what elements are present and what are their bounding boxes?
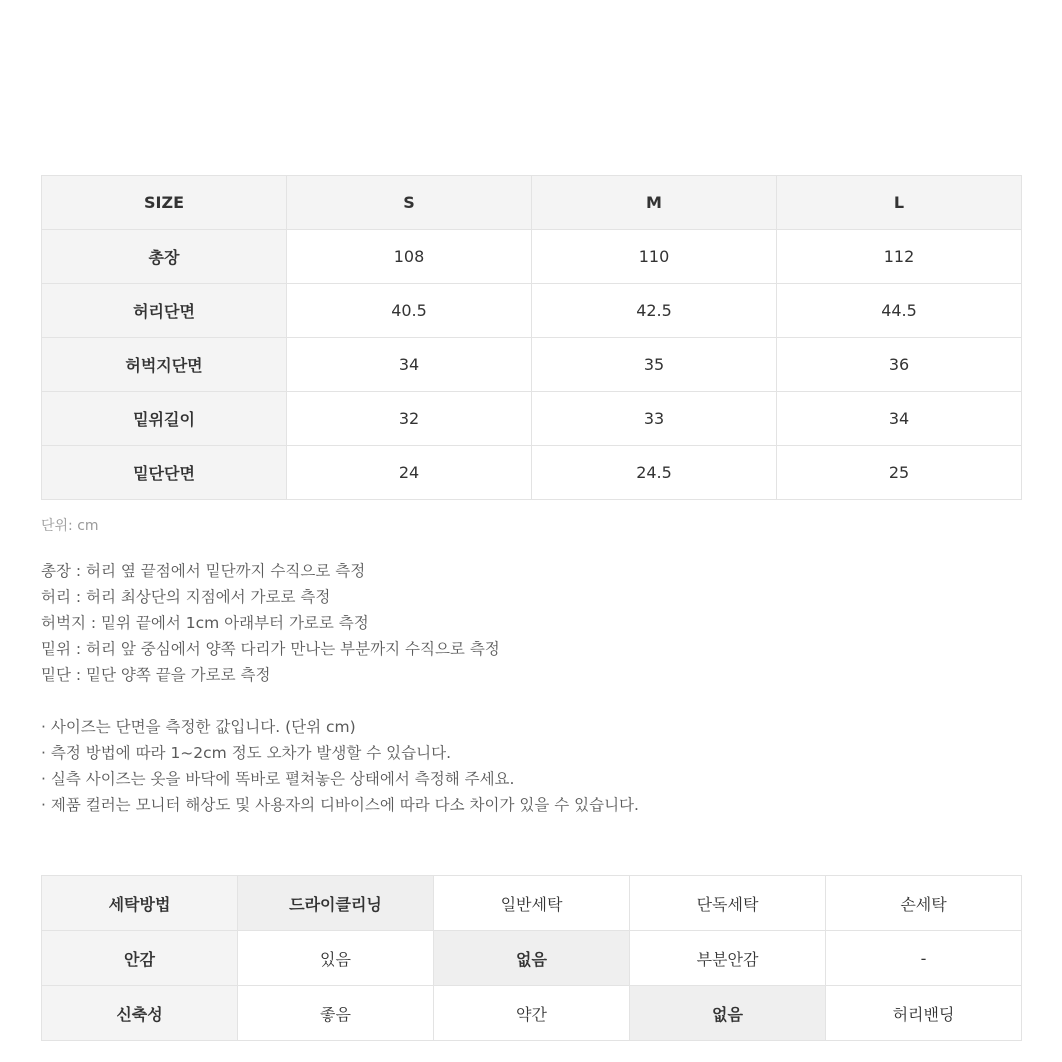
size-table	[41, 175, 1022, 500]
care-option: 손세탁	[826, 876, 1022, 931]
bullet-note: · 측정 방법에 따라 1~2cm 정도 오차가 발생할 수 있습니다.	[41, 744, 451, 762]
care-option-selected: 없음	[434, 931, 630, 986]
row-label-total-length: 총장	[42, 230, 287, 284]
size-header-s: S	[287, 176, 532, 230]
size-cell: 108	[287, 230, 532, 284]
spacer	[41, 688, 639, 714]
care-option: 부분안감	[630, 931, 826, 986]
size-cell: 35	[532, 338, 777, 392]
care-row-label: 안감	[42, 931, 238, 986]
care-option-selected: 드라이클리닝	[238, 876, 434, 931]
care-option: -	[826, 931, 1022, 986]
table-row	[42, 446, 1022, 500]
measure-note: 총장 : 허리 옆 끝점에서 밑단까지 수직으로 측정	[41, 562, 366, 580]
bullet-note: · 제품 컬러는 모니터 해상도 및 사용자의 디바이스에 따라 다소 차이가 있을 수 있습니다.	[41, 796, 639, 814]
notes-section	[41, 558, 639, 818]
size-cell: 44.5	[777, 284, 1022, 338]
care-option: 일반세탁	[434, 876, 630, 931]
size-header-m: M	[532, 176, 777, 230]
bullet-note: · 실측 사이즈는 옷을 바닥에 똑바로 펼쳐놓은 상태에서 측정해 주세요.	[41, 770, 515, 788]
care-row-label: 신축성	[42, 986, 238, 1041]
care-option: 좋음	[238, 986, 434, 1041]
measure-note: 허벅지 : 밑위 끝에서 1cm 아래부터 가로로 측정	[41, 614, 369, 632]
size-cell: 36	[777, 338, 1022, 392]
size-cell: 24.5	[532, 446, 777, 500]
table-row	[42, 392, 1022, 446]
size-header-l: L	[777, 176, 1022, 230]
size-cell: 33	[532, 392, 777, 446]
measure-note: 밑위 : 허리 앞 중심에서 양쪽 다리가 만나는 부분까지 수직으로 측정	[41, 640, 500, 658]
measure-note: 허리 : 허리 최상단의 지점에서 가로로 측정	[41, 588, 331, 606]
size-cell: 32	[287, 392, 532, 446]
size-cell: 110	[532, 230, 777, 284]
size-cell: 112	[777, 230, 1022, 284]
row-label-rise: 밑위길이	[42, 392, 287, 446]
table-row	[42, 338, 1022, 392]
care-option: 허리밴딩	[826, 986, 1022, 1041]
care-option: 약간	[434, 986, 630, 1041]
row-label-thigh: 허벅지단면	[42, 338, 287, 392]
size-cell: 25	[777, 446, 1022, 500]
care-option: 단독세탁	[630, 876, 826, 931]
row-label-hem: 밑단단면	[42, 446, 287, 500]
measure-note: 밑단 : 밑단 양쪽 끝을 가로로 측정	[41, 666, 271, 684]
row-label-waist: 허리단면	[42, 284, 287, 338]
size-header-label: SIZE	[42, 176, 287, 230]
table-row	[42, 284, 1022, 338]
care-row-label: 세탁방법	[42, 876, 238, 931]
care-option: 있음	[238, 931, 434, 986]
care-option-selected: 없음	[630, 986, 826, 1041]
table-row	[42, 986, 1022, 1041]
table-row	[42, 230, 1022, 284]
table-row	[42, 931, 1022, 986]
size-cell: 40.5	[287, 284, 532, 338]
size-table-header-row	[42, 176, 1022, 230]
size-cell: 34	[287, 338, 532, 392]
table-row	[42, 876, 1022, 931]
size-cell: 42.5	[532, 284, 777, 338]
bullet-note: · 사이즈는 단면을 측정한 값입니다. (단위 cm)	[41, 718, 356, 736]
size-cell: 24	[287, 446, 532, 500]
care-table	[41, 875, 1022, 1041]
size-cell: 34	[777, 392, 1022, 446]
unit-note: 단위: cm	[41, 518, 99, 534]
